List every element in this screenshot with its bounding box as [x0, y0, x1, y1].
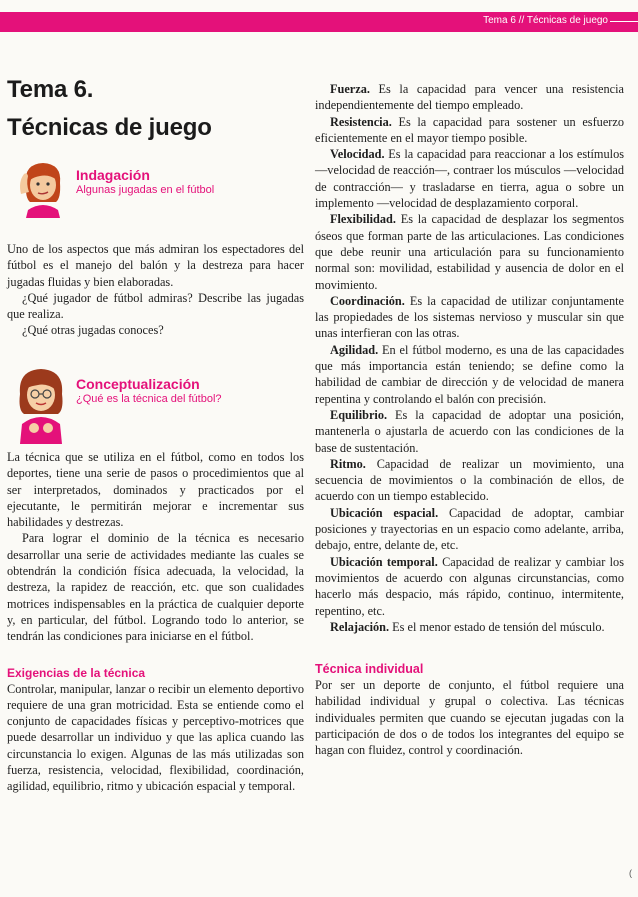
capacidad-term: Fuerza. [330, 82, 370, 96]
capacidad-text: Es la capacidad de utilizar conjuntamente las propiedades de los sistemas nervioso y muscular sin que unas interfieran con las otras. [315, 293, 624, 341]
capacidad-item [315, 342, 624, 407]
page-edge-mark: ( [629, 868, 632, 878]
capacidad-term: Agilidad. [330, 342, 379, 357]
question-2: ¿Qué otras jugadas conoces? [22, 323, 164, 338]
capacidad-text: Capacidad de realizar y cambiar los movimientos de acuerdo con algunas circunstancias, como hacerlo más despacio, más rápido, continuo, intermitente, repentino, etc. [315, 554, 624, 618]
capacidad-item [315, 211, 624, 292]
capacidad-term: Ubicación temporal. [330, 554, 438, 569]
capacidad-term: Equilibrio. [330, 407, 388, 422]
conceptualizacion-subtitle: ¿Qué es la técnica del fútbol? [76, 393, 222, 405]
capacidad-text: Capacidad de realizar un movimiento, una secuencia de movimientos o la combinación de ellos, de acuerdo con un tiempo establecido. [315, 456, 624, 504]
dominio-paragraph: Para lograr el dominio de la técnica es necesario desarrollar una serie de actividades mediante las cuales se obtendrán la condición física adecuada, la velocidad, la destreza, la rapidez de reacción, etc. que son cualidades motrices indispensables en la práctica de cualquier deporte y, en particular, del fútbol. Logrando todo lo anterior, se tendrán las condiciones para iniciarse en el fútbol. [7, 531, 304, 644]
capacidad-item [315, 505, 624, 554]
page-title: Técnicas de juego [7, 114, 212, 141]
capacidad-item [315, 554, 624, 619]
header-breadcrumb: Tema 6 // Técnicas de juego [483, 15, 608, 26]
reading-girl-icon [12, 364, 70, 444]
capacidad-text: Capacidad de adoptar, cambiar posiciones y trayectorias en un espacio como adelante, arriba, debajo, entre, delante de, etc. [315, 505, 624, 553]
capacidad-item [315, 293, 624, 342]
exigencias-paragraph: Controlar, manipular, lanzar o recibir un elemento deportivo requiere de una gran motricidad. Esta se entiende como el conjunto de capacidades físicas y perceptivo-motrices que puede desarrollar un individuo y que las aplica cuando las circunstancia lo exigen. Algunas de las más utilizadas son fuerza, resistencia, velocidad, flexibilidad, coordinación, agilidad, equilibrio, ritmo y ubicación espacial y temporal. [7, 681, 304, 794]
page-title-number: Tema 6. [7, 76, 94, 103]
capacidad-item [315, 456, 624, 505]
capacidad-text: Es la capacidad para vencer una resistencia independientemente del tiempo empleado. [315, 82, 624, 113]
capacidad-item [315, 114, 624, 147]
capacidad-item [315, 146, 624, 211]
thinking-girl-icon [16, 158, 70, 218]
indagacion-subtitle: Algunas jugadas en el fútbol [76, 184, 215, 196]
capacidad-text: En el fútbol moderno, es una de las capacidades que más importancia están teniendo; se define como la habilidad de cambiar de dirección y de velocidad de manera repentina y controlando el balón con precisión. [315, 342, 624, 406]
left-column-body [7, 449, 304, 795]
capacidad-text: Es la capacidad para reaccionar a los estímulos —velocidad de reacción—, contraer los músculos —velocidad de contracción— y trasladarse en tierra, agua o sobre un implemento —velocidad de desplazamiento corporal. [315, 147, 624, 211]
capacidad-text: Es la capacidad para sostener un esfuerzo eficientemente en el mayor tiempo posible. [315, 114, 624, 145]
conceptualizacion-title: Conceptualización [76, 376, 200, 392]
right-column [315, 81, 624, 759]
left-column-intro [7, 241, 304, 339]
exigencias-heading: Exigencias de la técnica [7, 665, 146, 680]
capacidad-term: Flexibilidad. [330, 212, 396, 227]
capacidad-term: Velocidad. [330, 147, 385, 162]
capacidad-text: Es la capacidad de adoptar una posición, mantenerla o ajustarla de acuerdo con las condiciones de la base de sustentación. [315, 407, 624, 455]
capacidad-term: Ubicación espacial. [330, 505, 439, 520]
capacidad-term: Coordinación. [330, 293, 405, 308]
header-rule [610, 21, 638, 22]
capacidad-text: Es el menor estado de tensión del músculo. [389, 619, 605, 634]
capacidad-term: Ritmo. [330, 456, 366, 471]
question-1: ¿Qué jugador de fútbol admiras? Describe las jugadas que realiza. [7, 290, 304, 322]
capacidad-text: Es la capacidad de desplazar los segmentos óseos que forman parte de las articulaciones. Las condiciones que debe reunir una articulación para su funcionamiento normal son: movilidad, estabilidad y ausencia de dolor en el movimiento. [315, 212, 624, 292]
capacidad-item [315, 81, 624, 114]
capacidad-item [315, 619, 624, 635]
capacidad-item [315, 407, 624, 456]
tecnica-individual-heading: Técnica individual [315, 662, 424, 677]
indagacion-title: Indagación [76, 167, 150, 183]
capacidad-term: Relajación. [330, 619, 390, 634]
capacidad-term: Resistencia. [330, 114, 392, 129]
capacidades-list [315, 81, 624, 635]
intro-paragraph: Uno de los aspectos que más admiran los espectadores del fútbol es el manejo del balón y la destreza para hacer jugadas fluidas y bien elaboradas. [7, 242, 304, 289]
definition-paragraph: La técnica que se utiliza en el fútbol, como en todos los deportes, tiene una serie de pasos o procedimientos que al ser interpretados, dominados y practicados por el ejecutante, le permitirán mejorar e incrementar sus habilidades y destrezas. [7, 450, 304, 530]
tecnica-individual-paragraph: Por ser un deporte de conjunto, el fútbol requiere una habilidad individual y grupal o colectiva. Las técnicas individuales permiten que cuando se ejecutan jugadas con la participación de dos o de todos los integrantes del equipo se hagan con fluidez, control y coordinación. [315, 678, 624, 758]
